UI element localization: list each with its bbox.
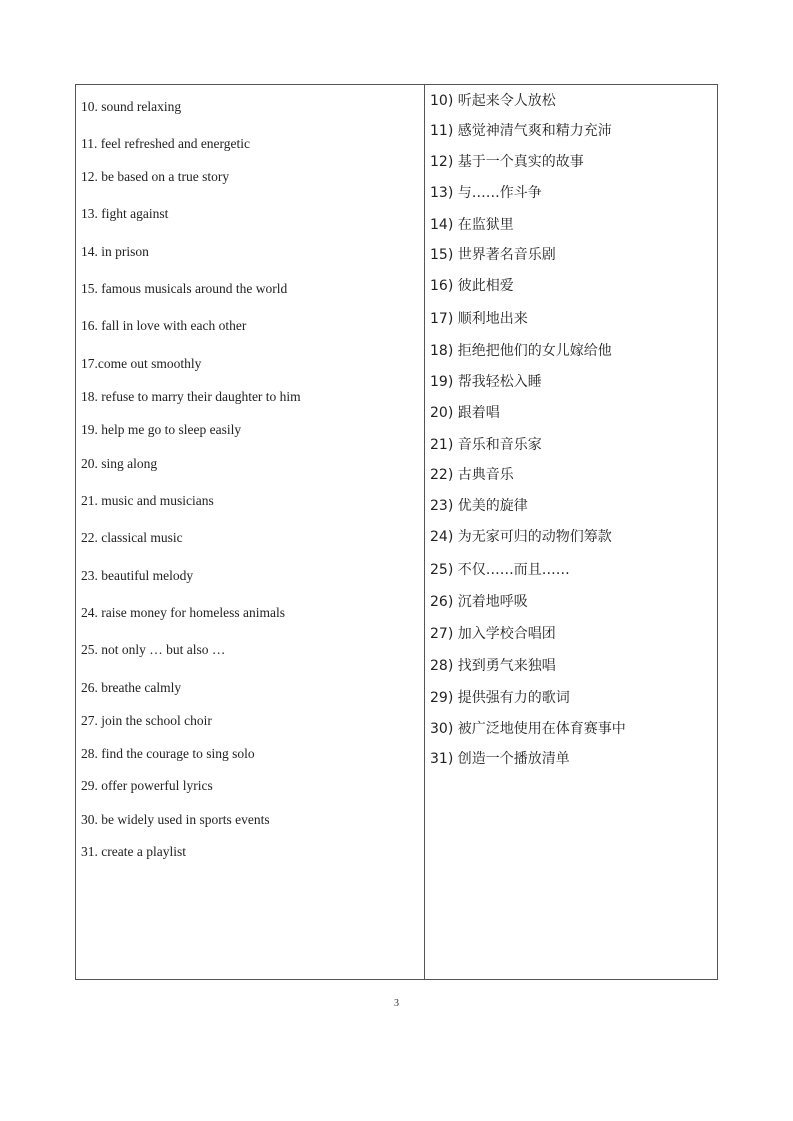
english-phrase-item: 27. join the school choir [81,713,212,728]
english-phrase-item: 13. fight against [81,206,169,221]
chinese-translation-item: 17) 顺利地出来 [430,311,528,327]
chinese-translation-item: 27) 加入学校合唱团 [430,626,556,642]
english-phrase-item: 25. not only … but also … [81,642,226,657]
chinese-translation-item: 30) 被广泛地使用在体育赛事中 [430,721,626,737]
english-phrase-item: 18. refuse to marry their daughter to him [81,389,301,404]
english-phrase-item: 10. sound relaxing [81,99,182,114]
english-phrase-item: 11. feel refreshed and energetic [81,136,251,151]
english-phrase-item: 21. music and musicians [81,493,214,508]
english-phrase-item: 19. help me go to sleep easily [81,422,242,437]
chinese-translation-item: 14) 在监狱里 [430,217,514,233]
chinese-translation-item: 11) 感觉神清气爽和精力充沛 [430,123,612,139]
chinese-translation-item: 20) 跟着唱 [430,405,500,421]
chinese-translation-item: 16) 彼此相爱 [430,278,514,294]
english-phrase-item: 26. breathe calmly [81,680,182,695]
chinese-translation-item: 24) 为无家可归的动物们筹款 [430,529,612,545]
chinese-translation-column [76,85,717,979]
english-phrase-item: 29. offer powerful lyrics [81,778,213,793]
chinese-translation-item: 13) 与……作斗争 [430,185,542,201]
chinese-translation-item: 10) 听起来令人放松 [430,93,556,109]
chinese-translation-item: 23) 优美的旋律 [430,498,528,514]
english-phrase-item: 31. create a playlist [81,844,186,859]
vocabulary-table [75,84,718,980]
chinese-translation-item: 19) 帮我轻松入睡 [430,374,542,390]
english-phrase-item: 20. sing along [81,456,158,471]
english-phrase-item: 14. in prison [81,244,149,259]
english-phrase-item: 15. famous musicals around the world [81,281,288,296]
chinese-translation-item: 18) 拒绝把他们的女儿嫁给他 [430,343,612,359]
english-phrase-item: 12. be based on a true story [81,169,230,184]
chinese-translation-item: 12) 基于一个真实的故事 [430,154,584,170]
chinese-translation-item: 28) 找到勇气来独唱 [430,658,556,674]
page-number: 3 [394,998,399,1009]
chinese-translation-item: 15) 世界著名音乐剧 [430,247,556,263]
english-phrase-item: 16. fall in love with each other [81,318,247,333]
english-phrase-item: 22. classical music [81,530,183,545]
chinese-translation-item: 22) 古典音乐 [430,467,514,483]
chinese-translation-item: 26) 沉着地呼吸 [430,594,528,610]
english-phrase-item: 30. be widely used in sports events [81,812,270,827]
english-phrase-item: 24. raise money for homeless animals [81,605,285,620]
chinese-translation-item: 21) 音乐和音乐家 [430,437,542,453]
english-phrase-item: 23. beautiful melody [81,568,194,583]
chinese-translation-item: 31) 创造一个播放清单 [430,751,570,767]
english-phrase-item: 17.come out smoothly [81,356,202,371]
english-phrase-item: 28. find the courage to sing solo [81,746,255,761]
chinese-translation-item: 25) 不仅……而且…… [430,562,570,578]
chinese-translation-item: 29) 提供强有力的歌词 [430,690,570,706]
